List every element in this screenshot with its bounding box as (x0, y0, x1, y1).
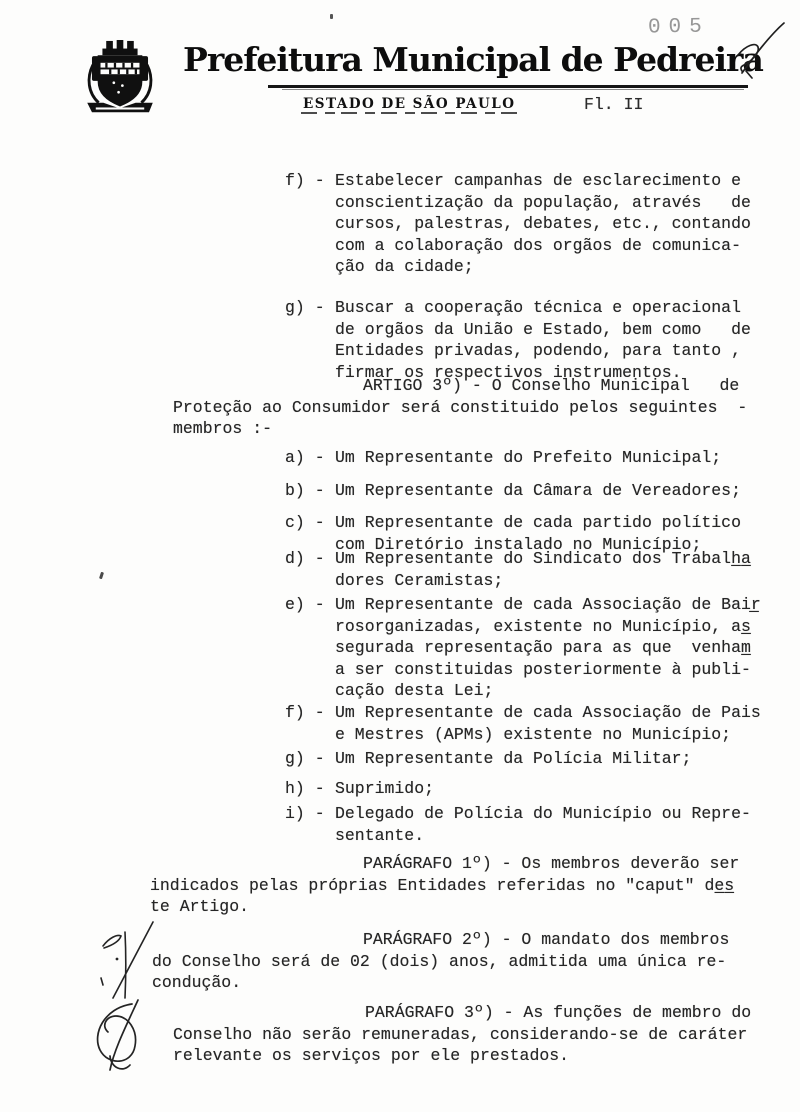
text-line: com a colaboração dos orgãos de comunica- (335, 235, 741, 255)
item-label: d) - (285, 549, 325, 568)
paragrafo-2 (152, 929, 800, 994)
intro-item-g (285, 297, 751, 383)
text-line: Delegado de Polícia do Município ou Repre- (335, 804, 751, 823)
text-line: indicados pelas próprias Entidades referidas no "caput" de̲s̲ (150, 875, 735, 895)
text-line: membros :- (173, 419, 273, 438)
paragraph-heading-line: PARÁGRAFO 3º) - As funções de membro do (365, 1003, 752, 1022)
text-line: Um Representante de cada Associação de Pais (335, 703, 761, 722)
stamp-number: 005 (647, 15, 711, 40)
item-label: b) - (285, 481, 325, 500)
text-line: de orgãos da União e Estado, bem como de (335, 319, 751, 339)
text-line: a ser constituidas posteriormente à publi- (335, 659, 751, 679)
handwritten-initial-loop-icon (88, 998, 158, 1074)
text-line: dores Ceramistas; (335, 570, 504, 590)
text-line: Um Representante de cada Associação de Bair̲ (335, 595, 761, 614)
text-line: condução. (152, 973, 242, 992)
item-label: e) - (285, 595, 325, 614)
item-label: f) - (285, 171, 325, 190)
text-line: Buscar a cooperação técnica e operacional (335, 298, 741, 317)
text-line: do Conselho será de 02 (dois) anos, admitida uma única re- (152, 951, 727, 971)
paragrafo-3 (173, 1002, 800, 1067)
member-item-g (285, 748, 691, 770)
member-item-f (285, 702, 761, 745)
signature-rubric-icon (733, 20, 789, 82)
text-line: cursos, palestras, debates, etc., contando (335, 214, 751, 233)
text-line: cação desta Lei; (335, 681, 494, 700)
text-line: Suprimido; (335, 779, 435, 798)
text-line: conscientização da população, através de (335, 192, 751, 212)
member-item-a (285, 447, 721, 469)
member-item-d (285, 548, 751, 591)
paragraph-heading-line: PARÁGRAFO 1º) - Os membros deverão ser (363, 854, 740, 873)
intro-item-f (285, 170, 751, 278)
member-item-b (285, 480, 741, 502)
paragrafo-1 (150, 853, 800, 918)
item-label: c) - (285, 513, 325, 532)
text-line: e Mestres (APMs) existente no Município; (335, 724, 732, 744)
title-rule-shadow (282, 89, 744, 90)
member-item-i (285, 803, 751, 846)
text-line: Um Representante da Câmara de Vereadores; (335, 481, 741, 500)
text-line: segurada representação para as que venham̲ (335, 638, 751, 657)
title-rule (268, 85, 748, 88)
pedreira-coat-of-arms-icon (84, 40, 156, 116)
item-label: g) - (285, 298, 325, 317)
text-line: firmar os respectivos instrumentos. (335, 362, 682, 382)
text-line: relevante os serviços por ele prestados. (173, 1046, 570, 1065)
artigo-3-paragraph (173, 375, 788, 440)
text-line: Um Representante do Prefeito Municipal; (335, 448, 722, 467)
handwritten-check-mark-icon (95, 918, 159, 1004)
text-line: Um Representante do Sindicato dos Trabalh̲a̲ (335, 549, 751, 568)
scan-speck (99, 572, 104, 580)
text-line: Um Representante de cada partido político (335, 513, 741, 532)
text-line: sentante. (335, 825, 425, 845)
subtitle: ESTADO DE SÃO PAULO (303, 96, 516, 112)
page-title: Prefeitura Municipal de Pedreira (183, 40, 763, 79)
folio-marker: Fl. II (584, 95, 644, 114)
text-line: com Diretório instalado no Município; (335, 534, 702, 554)
member-item-e (285, 594, 761, 702)
subtitle-rule (301, 112, 521, 114)
paragraph-heading-line: PARÁGRAFO 2º) - O mandato dos membros (363, 930, 730, 949)
paragraph-heading-line: ARTIGO 3º) - O Conselho Municipal de (363, 376, 740, 395)
text-line: Um Representante da Polícia Militar; (335, 749, 692, 768)
item-label: h) - (285, 779, 325, 798)
text-line: te Artigo. (150, 897, 250, 916)
text-line: Proteção ao Consumidor será constituido pelos seguintes - (173, 397, 748, 417)
item-label: f) - (285, 703, 325, 722)
text-line: Entidades privadas, podendo, para tanto , (335, 341, 741, 360)
text-line: rosorganizadas, existente no Município, as̲ (335, 616, 751, 636)
item-label: a) - (285, 448, 325, 467)
item-label: i) - (285, 804, 325, 823)
text-line: Conselho não serão remuneradas, considerando-se de caráter (173, 1024, 748, 1044)
text-line: Estabelecer campanhas de esclarecimento e (335, 171, 741, 190)
item-label: g) - (285, 749, 325, 768)
text-line: ção da cidade; (335, 257, 474, 276)
scan-speck (330, 14, 333, 19)
member-item-h (285, 778, 434, 800)
